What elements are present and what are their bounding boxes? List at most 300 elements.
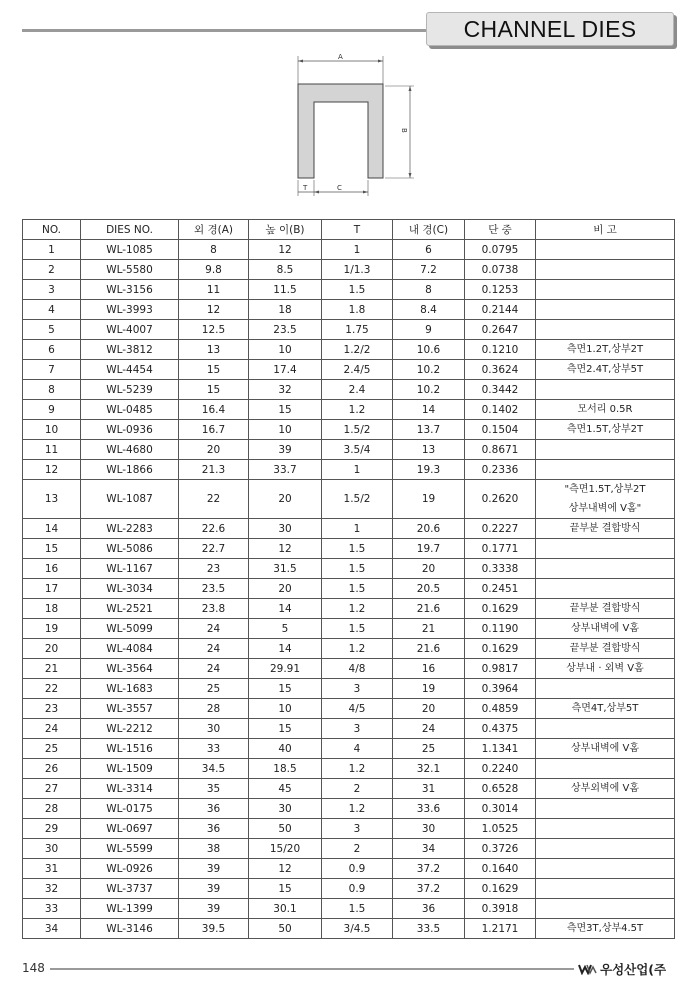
table-cell-note: 끝부분 결합방식 xyxy=(536,599,675,619)
table-cell-note xyxy=(536,539,675,559)
table-cell: 10.2 xyxy=(393,360,465,380)
table-cell: 11 xyxy=(23,440,81,460)
table-cell: 1.2 xyxy=(322,799,393,819)
note-line: 상부내벽에 V홈" xyxy=(568,503,642,514)
table-cell: 3/4.5 xyxy=(322,919,393,939)
table-cell: WL-5580 xyxy=(81,260,179,280)
table-cell: 28 xyxy=(179,699,249,719)
table-cell: 0.1253 xyxy=(465,280,536,300)
table-cell-note: 끝부분 결합방식 xyxy=(536,519,675,539)
table-cell: 4/5 xyxy=(322,699,393,719)
table-cell: WL-4680 xyxy=(81,440,179,460)
table-cell-note xyxy=(536,240,675,260)
table-cell: 21 xyxy=(393,619,465,639)
table-cell: 38 xyxy=(179,839,249,859)
table-cell-note xyxy=(536,559,675,579)
table-cell: 1.5 xyxy=(322,579,393,599)
table-cell: 35 xyxy=(179,779,249,799)
table-cell: 1.1341 xyxy=(465,739,536,759)
table-row xyxy=(23,819,675,839)
table-cell: 0.9 xyxy=(322,859,393,879)
table-cell: 17 xyxy=(23,579,81,599)
table-cell: 0.4375 xyxy=(465,719,536,739)
table-cell: 18 xyxy=(23,599,81,619)
table-cell: 27 xyxy=(23,779,81,799)
table-cell: 2.4 xyxy=(322,380,393,400)
table-cell: 21.6 xyxy=(393,639,465,659)
table-cell: WL-1683 xyxy=(81,679,179,699)
table-cell-note: 측면2.4T,상부5T xyxy=(536,360,675,380)
table-cell: 20.5 xyxy=(393,579,465,599)
table-cell: 0.2240 xyxy=(465,759,536,779)
table-cell: 39.5 xyxy=(179,919,249,939)
table-cell: 12 xyxy=(179,300,249,320)
table-cell-note: 모서리 0.5R xyxy=(536,400,675,420)
table-cell: 1.75 xyxy=(322,320,393,340)
table-cell: 9 xyxy=(393,320,465,340)
table-cell: WL-1516 xyxy=(81,739,179,759)
table-cell: 32.1 xyxy=(393,759,465,779)
table-cell: 0.1640 xyxy=(465,859,536,879)
table-cell: 2 xyxy=(322,839,393,859)
table-row xyxy=(23,440,675,460)
table-row xyxy=(23,899,675,919)
table-cell: 40 xyxy=(249,739,322,759)
table-cell-note: 측면4T,상부5T xyxy=(536,699,675,719)
table-cell: 12 xyxy=(249,859,322,879)
table-cell: 0.1190 xyxy=(465,619,536,639)
table-cell: 17.4 xyxy=(249,360,322,380)
table-cell: 14 xyxy=(393,400,465,420)
table-cell: 0.3014 xyxy=(465,799,536,819)
table-cell: 0.2451 xyxy=(465,579,536,599)
table-cell: WL-5099 xyxy=(81,619,179,639)
table-cell: 0.1210 xyxy=(465,340,536,360)
table-cell: 1.2 xyxy=(322,639,393,659)
table-cell: 3 xyxy=(322,719,393,739)
table-row xyxy=(23,759,675,779)
table-cell: WL-3812 xyxy=(81,340,179,360)
table-cell: 23 xyxy=(23,699,81,719)
company-logo-icon xyxy=(578,963,598,975)
table-cell: 4 xyxy=(23,300,81,320)
table-cell: 23.5 xyxy=(249,320,322,340)
table-cell: WL-1399 xyxy=(81,899,179,919)
table-cell: 15 xyxy=(179,360,249,380)
table-cell: 3 xyxy=(322,819,393,839)
table-cell: 12.5 xyxy=(179,320,249,340)
table-cell: WL-0926 xyxy=(81,859,179,879)
table-cell: 14 xyxy=(23,519,81,539)
table-cell: 34 xyxy=(393,839,465,859)
table-cell: 16.4 xyxy=(179,400,249,420)
table-cell: 23 xyxy=(179,559,249,579)
table-cell: 1.8 xyxy=(322,300,393,320)
table-cell: 36 xyxy=(179,819,249,839)
dimension-label-c: C xyxy=(337,184,342,192)
table-cell: 34 xyxy=(23,919,81,939)
table-cell: 15 xyxy=(249,679,322,699)
table-cell: 13 xyxy=(393,440,465,460)
table-row xyxy=(23,779,675,799)
table-row xyxy=(23,679,675,699)
table-cell: 15/20 xyxy=(249,839,322,859)
table-row xyxy=(23,599,675,619)
table-cell: 20 xyxy=(23,639,81,659)
table-cell: WL-2212 xyxy=(81,719,179,739)
table-cell: 16.7 xyxy=(179,420,249,440)
table-cell: WL-0175 xyxy=(81,799,179,819)
table-row xyxy=(23,859,675,879)
table-row xyxy=(23,559,675,579)
table-cell: 10.2 xyxy=(393,380,465,400)
table-cell: 22 xyxy=(23,679,81,699)
page-number: 148 xyxy=(22,961,45,975)
header-rule xyxy=(22,29,434,32)
table-cell: 1.5/2 xyxy=(322,480,393,519)
table-cell: 0.2144 xyxy=(465,300,536,320)
table-cell: 19.7 xyxy=(393,539,465,559)
table-cell: WL-0697 xyxy=(81,819,179,839)
table-cell: 0.8671 xyxy=(465,440,536,460)
table-cell: WL-1866 xyxy=(81,460,179,480)
table-cell: 0.1629 xyxy=(465,879,536,899)
table-cell-note xyxy=(536,899,675,919)
table-cell: 1.0525 xyxy=(465,819,536,839)
table-row xyxy=(23,240,675,260)
table-cell: 33 xyxy=(23,899,81,919)
table-cell: 10 xyxy=(249,420,322,440)
table-cell: WL-2283 xyxy=(81,519,179,539)
table-cell: 31 xyxy=(23,859,81,879)
table-cell: 28 xyxy=(23,799,81,819)
table-cell: 33.7 xyxy=(249,460,322,480)
table-cell: 1.2 xyxy=(322,599,393,619)
table-cell: 34.5 xyxy=(179,759,249,779)
table-cell: WL-3993 xyxy=(81,300,179,320)
column-header: 외 경(A) xyxy=(179,220,249,240)
table-cell: 1/1.3 xyxy=(322,260,393,280)
table-row xyxy=(23,839,675,859)
table-cell: 13.7 xyxy=(393,420,465,440)
table-cell: 45 xyxy=(249,779,322,799)
table-cell: 39 xyxy=(179,879,249,899)
table-cell: 0.0795 xyxy=(465,240,536,260)
table-cell: WL-3564 xyxy=(81,659,179,679)
table-cell: 22.6 xyxy=(179,519,249,539)
dimension-label-b: B xyxy=(400,128,408,133)
table-cell: 39 xyxy=(179,859,249,879)
table-cell: 1.5 xyxy=(322,280,393,300)
table-cell: 0.1629 xyxy=(465,599,536,619)
table-cell: 24 xyxy=(179,639,249,659)
table-cell: 1.2 xyxy=(322,759,393,779)
table-cell: WL-3146 xyxy=(81,919,179,939)
column-header: T xyxy=(322,220,393,240)
table-cell-note xyxy=(536,440,675,460)
table-cell-note xyxy=(536,320,675,340)
table-row xyxy=(23,340,675,360)
table-row xyxy=(23,280,675,300)
table-cell-note xyxy=(536,260,675,280)
table-cell: 0.3964 xyxy=(465,679,536,699)
table-cell: 0.3726 xyxy=(465,839,536,859)
table-cell: 3.5/4 xyxy=(322,440,393,460)
table-cell: 30 xyxy=(249,519,322,539)
table-cell: 21.6 xyxy=(393,599,465,619)
table-cell: 20.6 xyxy=(393,519,465,539)
table-cell: 19.3 xyxy=(393,460,465,480)
table-cell: 22.7 xyxy=(179,539,249,559)
table-cell: 0.1402 xyxy=(465,400,536,420)
table-cell: 0.0738 xyxy=(465,260,536,280)
table-cell: 8.5 xyxy=(249,260,322,280)
table-cell: 5 xyxy=(23,320,81,340)
table-row xyxy=(23,879,675,899)
table-cell: WL-4454 xyxy=(81,360,179,380)
table-cell: WL-3557 xyxy=(81,699,179,719)
table-cell: 0.1629 xyxy=(465,639,536,659)
table-cell: 24 xyxy=(179,619,249,639)
table-cell: 0.2620 xyxy=(465,480,536,519)
table-row xyxy=(23,420,675,440)
table-cell: 20 xyxy=(179,440,249,460)
table-cell-note xyxy=(536,300,675,320)
table-cell: 22 xyxy=(179,480,249,519)
table-cell: WL-2521 xyxy=(81,599,179,619)
table-cell: 18.5 xyxy=(249,759,322,779)
table-cell: WL-1087 xyxy=(81,480,179,519)
table-cell: 0.2336 xyxy=(465,460,536,480)
table-cell: WL-3314 xyxy=(81,779,179,799)
table-cell: 12 xyxy=(249,240,322,260)
table-cell-note: 측면1.2T,상부2T xyxy=(536,340,675,360)
table-cell: 39 xyxy=(249,440,322,460)
table-cell: WL-4084 xyxy=(81,639,179,659)
table-cell: 15 xyxy=(249,719,322,739)
table-cell-note xyxy=(536,759,675,779)
table-cell: WL-1085 xyxy=(81,240,179,260)
table-cell: WL-3156 xyxy=(81,280,179,300)
column-header: 단 중 xyxy=(465,220,536,240)
table-cell: 9.8 xyxy=(179,260,249,280)
table-cell: 0.2647 xyxy=(465,320,536,340)
table-cell-note: 상부내벽에 V홈 xyxy=(536,619,675,639)
company-brand xyxy=(578,960,666,978)
table-cell: WL-5086 xyxy=(81,539,179,559)
table-cell: WL-4007 xyxy=(81,320,179,340)
table-cell: 7 xyxy=(23,360,81,380)
table-cell: WL-0936 xyxy=(81,420,179,440)
table-row xyxy=(23,380,675,400)
table-cell: 24 xyxy=(23,719,81,739)
table-cell: 13 xyxy=(23,480,81,519)
table-cell: 14 xyxy=(249,639,322,659)
table-cell: 9 xyxy=(23,400,81,420)
table-cell-note xyxy=(536,480,675,519)
table-cell: WL-0485 xyxy=(81,400,179,420)
table-cell: 15 xyxy=(249,400,322,420)
table-cell: 20 xyxy=(393,559,465,579)
table-cell: 32 xyxy=(249,380,322,400)
table-cell: 10 xyxy=(249,699,322,719)
table-cell: 25 xyxy=(393,739,465,759)
table-cell: 12 xyxy=(249,539,322,559)
company-name: 우성산업(주 xyxy=(600,962,667,977)
table-cell: 23.5 xyxy=(179,579,249,599)
table-row xyxy=(23,460,675,480)
table-cell: 1 xyxy=(322,460,393,480)
table-cell-note: 상부내벽에 V홈 xyxy=(536,739,675,759)
table-cell: 16 xyxy=(23,559,81,579)
table-cell: 1.2 xyxy=(322,400,393,420)
column-header: 높 이(B) xyxy=(249,220,322,240)
table-cell: 19 xyxy=(393,679,465,699)
table-cell: 1.2/2 xyxy=(322,340,393,360)
column-header: 내 경(C) xyxy=(393,220,465,240)
table-cell-note xyxy=(536,819,675,839)
table-cell: 1.5 xyxy=(322,539,393,559)
table-cell: 8.4 xyxy=(393,300,465,320)
table-cell: 30 xyxy=(393,819,465,839)
table-cell-note xyxy=(536,719,675,739)
table-cell: 15 xyxy=(179,380,249,400)
table-cell: WL-1167 xyxy=(81,559,179,579)
table-cell: 29 xyxy=(23,819,81,839)
table-cell-note xyxy=(536,460,675,480)
table-cell: 8 xyxy=(393,280,465,300)
table-cell: 50 xyxy=(249,919,322,939)
table-cell: 2 xyxy=(322,779,393,799)
table-row xyxy=(23,519,675,539)
table-cell: 30 xyxy=(23,839,81,859)
table-cell: 16 xyxy=(393,659,465,679)
table-cell: 7.2 xyxy=(393,260,465,280)
table-cell-note: 상부외벽에 V홈 xyxy=(536,779,675,799)
table-cell: 31.5 xyxy=(249,559,322,579)
table-cell: 19 xyxy=(393,480,465,519)
table-cell: 37.2 xyxy=(393,879,465,899)
column-header: 비 고 xyxy=(536,220,675,240)
table-cell: 15 xyxy=(249,879,322,899)
table-cell: 0.1504 xyxy=(465,420,536,440)
table-row xyxy=(23,619,675,639)
channel-profile-diagram xyxy=(286,50,426,202)
table-cell-note xyxy=(536,280,675,300)
table-cell-note: 측면1.5T,상부2T xyxy=(536,420,675,440)
table-row xyxy=(23,480,675,519)
table-row xyxy=(23,320,675,340)
table-cell: 21.3 xyxy=(179,460,249,480)
table-row xyxy=(23,659,675,679)
table-cell: 36 xyxy=(179,799,249,819)
table-cell: 33 xyxy=(179,739,249,759)
page-title: CHANNEL DIES xyxy=(463,15,637,42)
table-cell: 30.1 xyxy=(249,899,322,919)
dimension-label-t: T xyxy=(303,184,308,192)
table-row xyxy=(23,300,675,320)
dimension-label-a: A xyxy=(338,53,343,61)
table-cell: 3 xyxy=(322,679,393,699)
table-cell: 29.91 xyxy=(249,659,322,679)
table-cell: 0.3442 xyxy=(465,380,536,400)
table-cell: 1.5 xyxy=(322,899,393,919)
table-cell: WL-5599 xyxy=(81,839,179,859)
table-cell: 24 xyxy=(179,659,249,679)
table-cell: 4 xyxy=(322,739,393,759)
table-cell: 50 xyxy=(249,819,322,839)
table-cell: 21 xyxy=(23,659,81,679)
table-cell: 18 xyxy=(249,300,322,320)
table-cell: 36 xyxy=(393,899,465,919)
title-box xyxy=(426,12,674,46)
table-row xyxy=(23,719,675,739)
table-cell: 20 xyxy=(249,579,322,599)
table-cell: 10 xyxy=(23,420,81,440)
table-cell: 1.5 xyxy=(322,619,393,639)
table-row xyxy=(23,639,675,659)
table-cell: 13 xyxy=(179,340,249,360)
table-cell: 0.3624 xyxy=(465,360,536,380)
table-cell: 23.8 xyxy=(179,599,249,619)
table-row xyxy=(23,360,675,380)
table-cell: 8 xyxy=(23,380,81,400)
table-cell-note xyxy=(536,679,675,699)
table-cell: WL-5239 xyxy=(81,380,179,400)
table-cell-note xyxy=(536,799,675,819)
table-cell: 0.2227 xyxy=(465,519,536,539)
table-cell: 1 xyxy=(322,519,393,539)
table-row xyxy=(23,260,675,280)
table-cell: 37.2 xyxy=(393,859,465,879)
table-cell: 15 xyxy=(23,539,81,559)
table-cell: 0.4859 xyxy=(465,699,536,719)
table-cell: 25 xyxy=(23,739,81,759)
table-cell: 5 xyxy=(249,619,322,639)
table-cell: 19 xyxy=(23,619,81,639)
table-cell: 1.5/2 xyxy=(322,420,393,440)
table-cell-note xyxy=(536,859,675,879)
table-cell: 11.5 xyxy=(249,280,322,300)
table-cell: 6 xyxy=(393,240,465,260)
table-cell: 39 xyxy=(179,899,249,919)
table-cell: WL-3737 xyxy=(81,879,179,899)
table-cell: 20 xyxy=(249,480,322,519)
table-cell: 32 xyxy=(23,879,81,899)
table-cell: 10 xyxy=(249,340,322,360)
table-cell: 4/8 xyxy=(322,659,393,679)
footer-rule xyxy=(50,968,574,970)
table-cell-note xyxy=(536,879,675,899)
table-cell: 25 xyxy=(179,679,249,699)
table-cell: 6 xyxy=(23,340,81,360)
table-cell: 14 xyxy=(249,599,322,619)
table-cell: WL-1509 xyxy=(81,759,179,779)
table-row xyxy=(23,799,675,819)
table-cell: 3 xyxy=(23,280,81,300)
table-cell: 2 xyxy=(23,260,81,280)
table-cell-note: 측면3T,상부4.5T xyxy=(536,919,675,939)
note-line: "측면1.5T,상부2T xyxy=(564,484,646,495)
table-cell: 0.3338 xyxy=(465,559,536,579)
table-cell: 31 xyxy=(393,779,465,799)
table-row xyxy=(23,699,675,719)
table-cell-note: 끝부분 결합방식 xyxy=(536,639,675,659)
table-row xyxy=(23,539,675,559)
table-cell-note xyxy=(536,380,675,400)
table-row xyxy=(23,919,675,939)
table-cell-note: 상부내 · 외벽 V홈 xyxy=(536,659,675,679)
